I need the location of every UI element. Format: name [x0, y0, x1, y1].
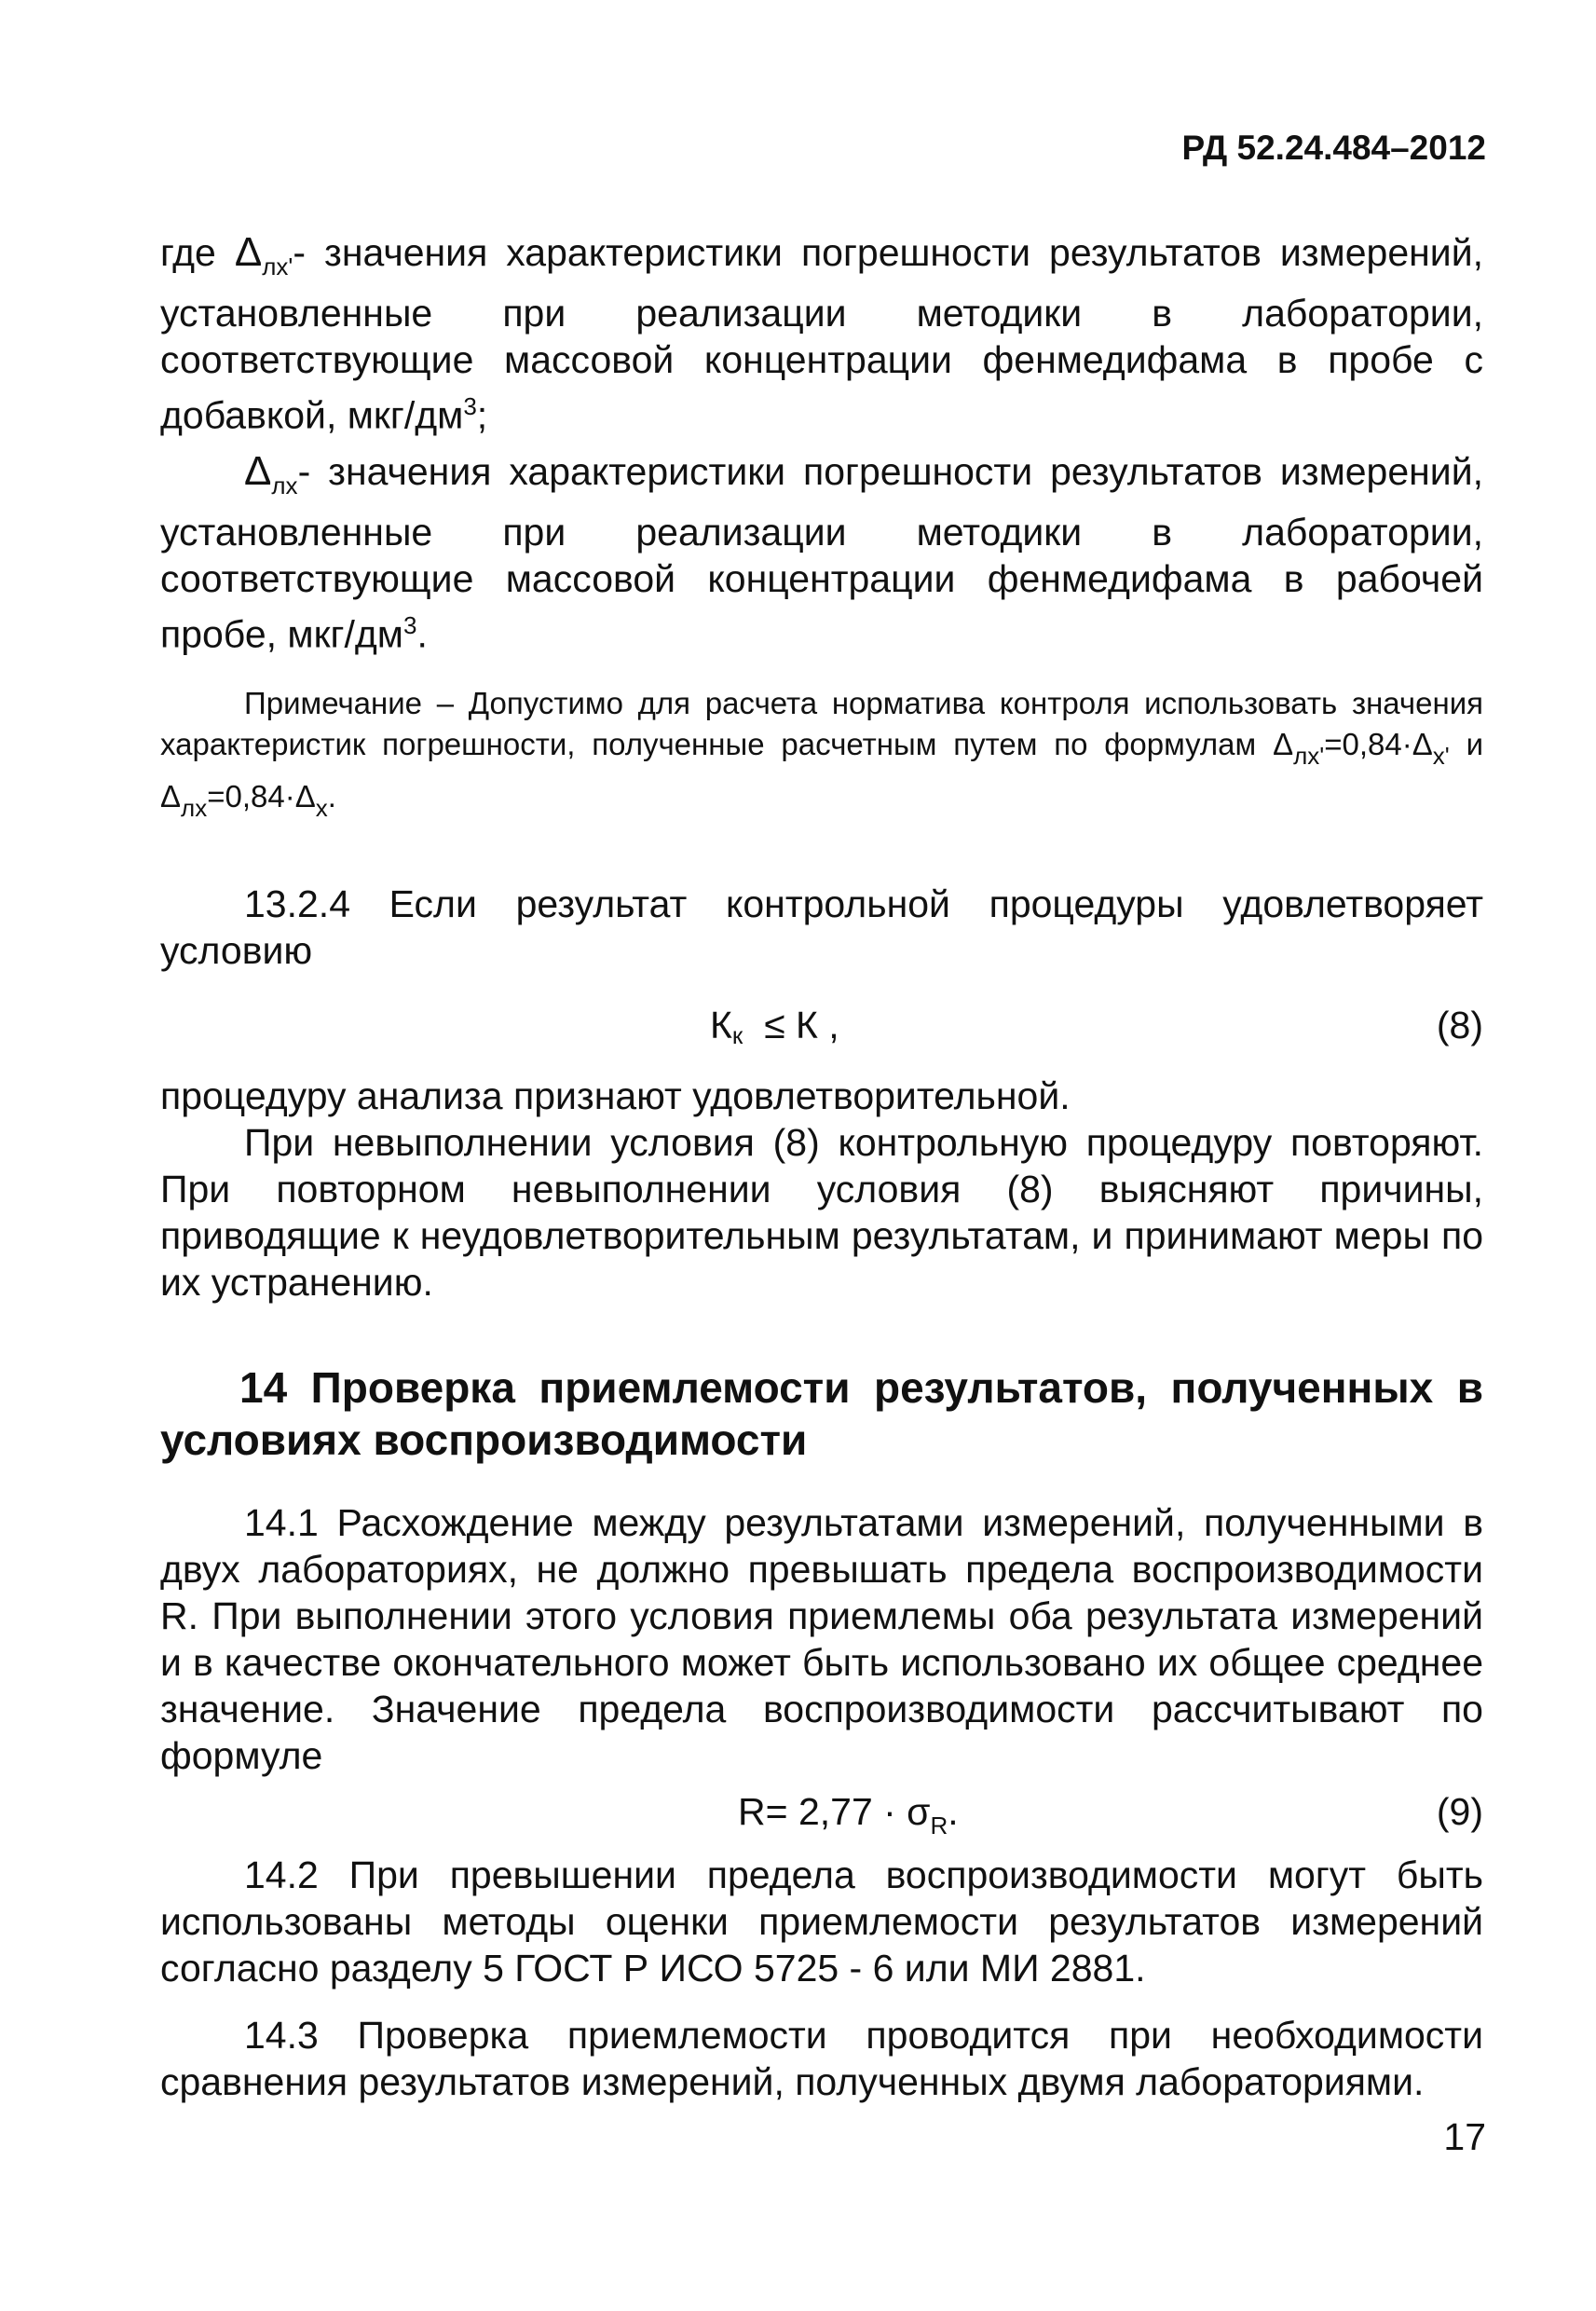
delta-subscript: лх' — [262, 253, 293, 280]
formula-8 — [160, 998, 1483, 1052]
formula-8-expression: Кк ≤ К , — [710, 1004, 839, 1050]
clause-13-2-4-repeat: При невыполнении условия (8) контрольную процедуру повторяют. При повторном невыполнении условия (8) выясняют причины, приводящие к неудовлетворительным результатам, и принимают меры по их устранению. — [160, 1121, 1483, 1305]
formula-9-expression: $R= 2,77 \cdot \sigma_R$. — [738, 1790, 959, 1840]
delta-symbol: Δ — [234, 229, 263, 275]
formula-8-number: (8) — [1436, 1004, 1483, 1047]
note-end: . — [327, 779, 336, 814]
page-content — [160, 224, 1483, 2105]
clause-13-2-4: 13.2.4 Если результат контрольной процедуры удовлетворяет условию — [160, 882, 1483, 973]
note-formula-1: $\Delta_{лх'}=0,84\cdot\Delta_{х'}$ — [1273, 727, 1450, 771]
definition-text: - значения характеристики погрешности результатов измерений, установленные при реализации методики в лаборатории, соответствующие массовой концентрации фенмедифама в рабочей пробе, мкг/дм — [160, 449, 1483, 656]
definition-end: ; — [476, 393, 488, 437]
note-text: Примечание – Допустимо для расчета норматива контроля использовать значения характеристик погрешности, полученные расчетным путем по формулам — [160, 686, 1483, 762]
definition-end: . — [416, 612, 428, 656]
definition-lead: где — [160, 231, 216, 274]
note-and: и — [1466, 727, 1484, 762]
section-14-heading: 14 Проверка приемлемости результатов, полученных в условиях воспроизводимости — [160, 1363, 1483, 1465]
unit-power: 3 — [403, 610, 417, 639]
delta-subscript: лх — [271, 471, 298, 499]
delta-symbol: Δ — [244, 447, 272, 494]
clause-14-2: 14.2 При превышении предела воспроизводимости могут быть использованы методы оценки приемлемости результатов измерений согласно разделу 5 ГОСТ Р ИСО 5725 - 6 или МИ 2881. — [160, 1853, 1483, 1990]
clause-14-1: 14.1 Расхождение между результатами измерений, полученными в двух лабораториях, не должно превышать предела воспроизводимости R. При выполнении этого условия приемлемы оба результата измерений и в качестве окончательного может быть использовано их общее среднее значение. Значение предела воспроизводимости рассчитывают по формуле — [160, 1501, 1483, 1778]
unit-power: 3 — [463, 392, 477, 420]
definition-text: - значения характеристики погрешности результатов измерений, установленные при реализации методики в лаборатории, соответствующие массовой концентрации фенмедифама в пробе с добавкой, мкг/дм — [160, 231, 1483, 437]
formula-9-number: (9) — [1436, 1790, 1483, 1834]
definition-delta-lx — [160, 448, 1483, 658]
clause-14-3: 14.3 Проверка приемлемости проводится при необходимости сравнения результатов измерений, полученных двумя лабораториями. — [160, 2014, 1483, 2104]
definition-delta-lx-prime — [160, 229, 1483, 439]
clause-13-2-4-result: процедуру анализа признают удовлетворительной. — [160, 1074, 1071, 1118]
note-formula-2: $\Delta_{лх}=0,84\cdot\Delta_х$ — [160, 779, 328, 823]
formula-9 — [160, 1785, 1483, 1839]
page-number: 17 — [1443, 2115, 1486, 2158]
note — [160, 683, 1483, 828]
document-code: РД 52.24.484–2012 — [1181, 129, 1486, 167]
